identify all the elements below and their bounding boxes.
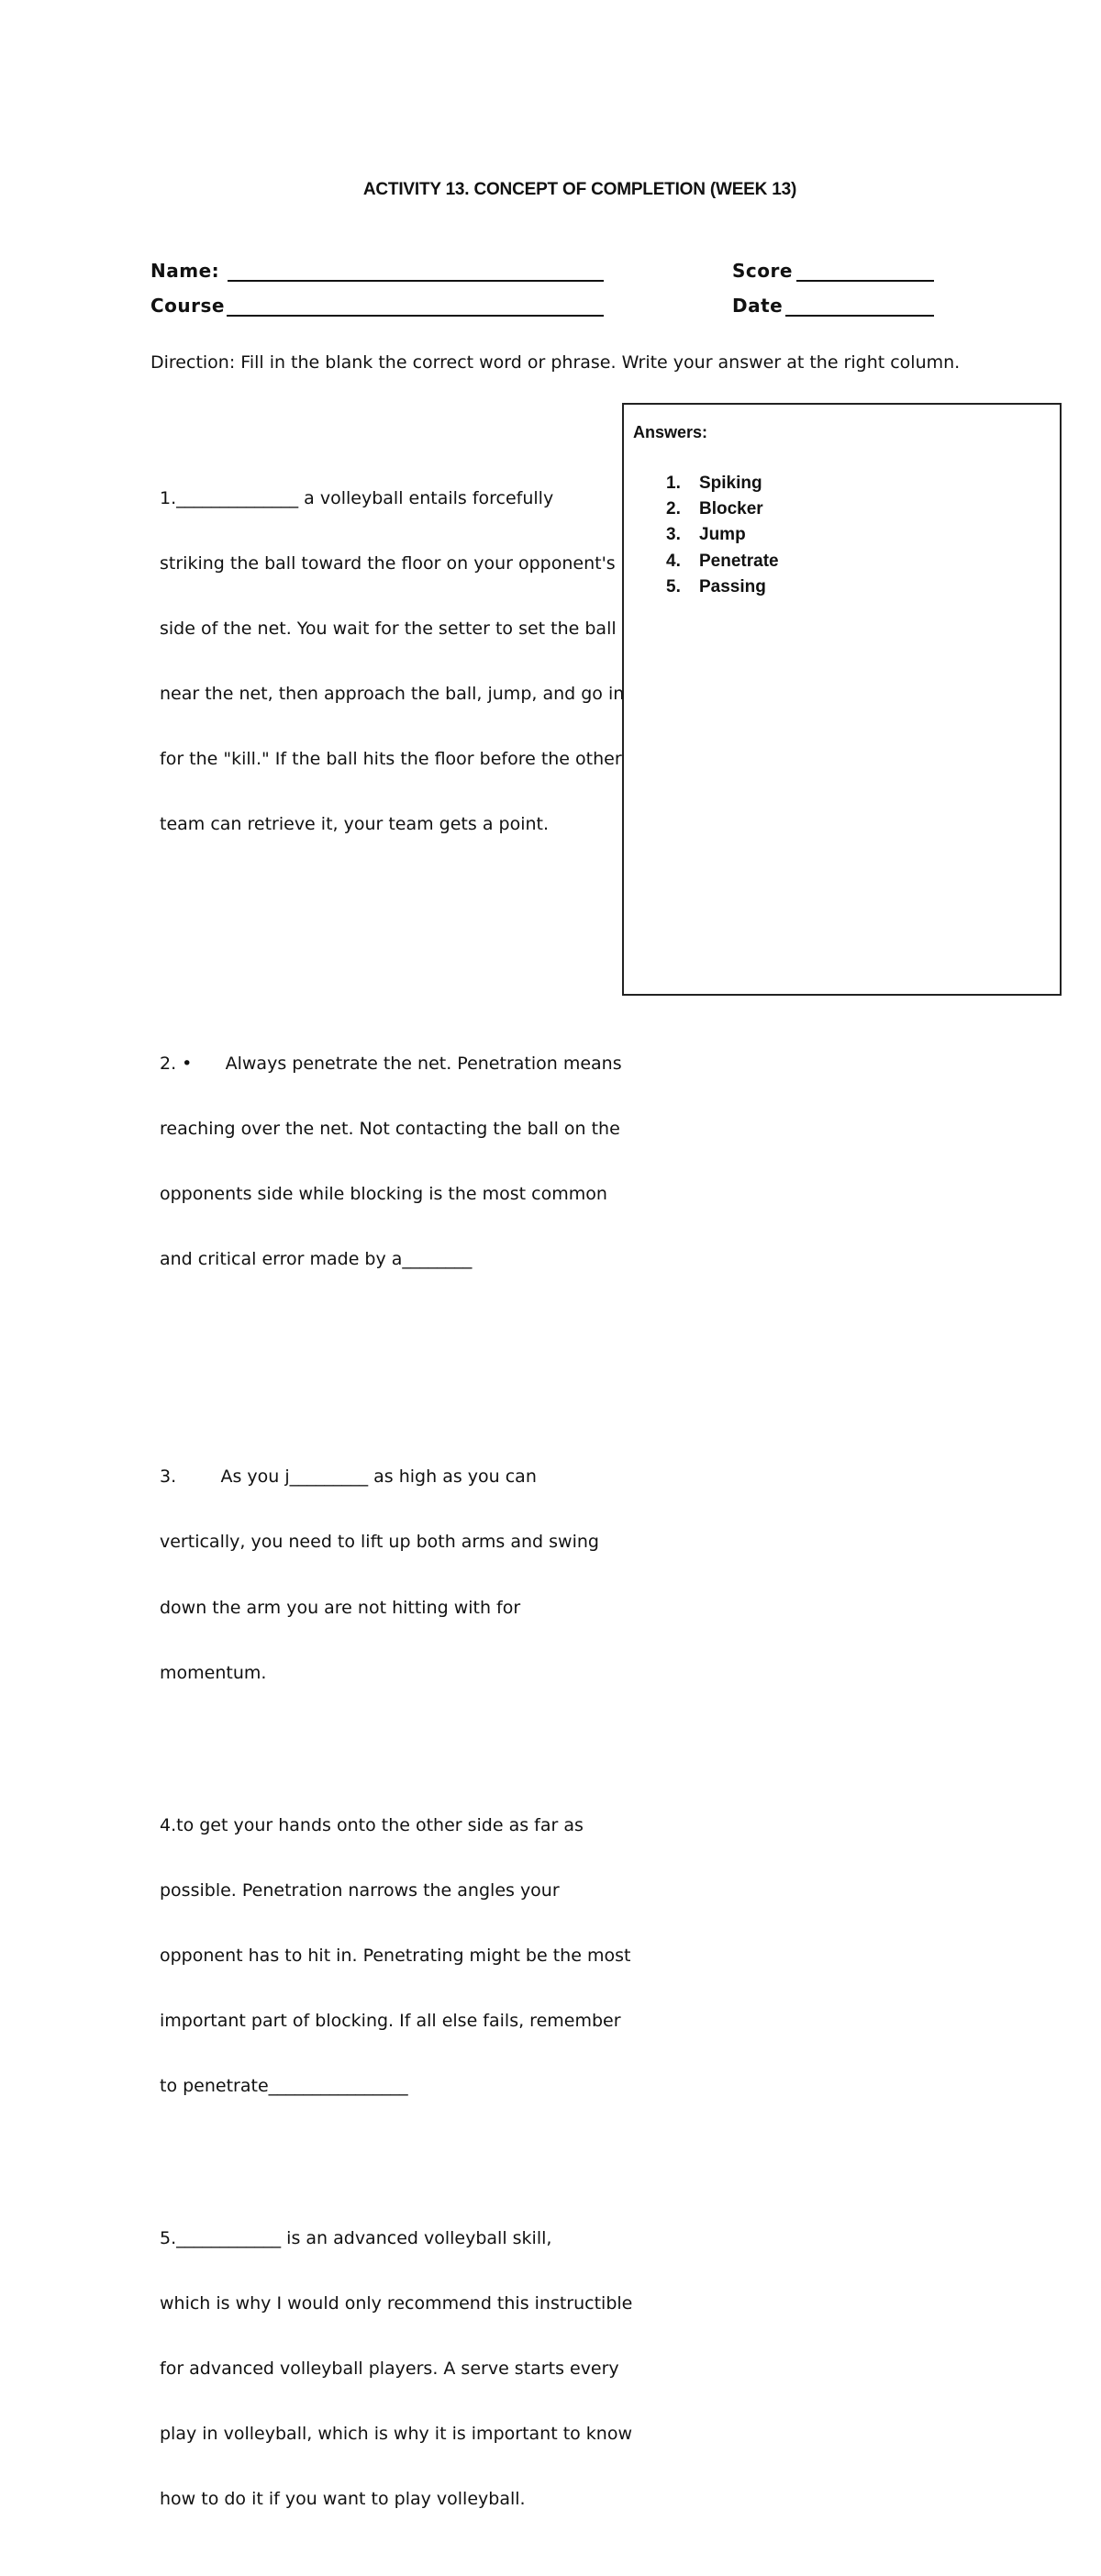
course-field[interactable] <box>227 315 604 317</box>
question-line: 4.to get your hands onto the other side as far as <box>160 1814 584 1835</box>
name-label: Name: <box>150 260 220 282</box>
question-line: 3. As you j_________ as high as you can <box>160 1466 537 1488</box>
question-line: which is why I would only recommend this instructible <box>160 2293 633 2314</box>
question-3 <box>160 1423 687 1728</box>
answer-item <box>666 522 779 548</box>
question-line: possible. Penetration narrows the angles your <box>160 1879 560 1901</box>
page-title: ACTIVITY 13. CONCEPT OF COMPLETION (WEEK 13) <box>362 180 797 199</box>
question-line: side of the net. You wait for the setter to set the ball <box>160 619 617 640</box>
questions-section <box>160 401 687 2576</box>
answer-item <box>666 549 779 574</box>
question-line: striking the ball toward the floor on your opponent's <box>160 552 616 574</box>
directions-text: Direction: Fill in the blank the correct word or phrase. Write your answer at the right column. <box>150 352 961 373</box>
question-line: for advanced volleyball players. A serve starts every <box>160 2359 619 2380</box>
question-line: opponents side while blocking is the most common <box>160 1183 607 1204</box>
question-line: important part of blocking. If all else fails, remember <box>160 2010 621 2031</box>
question-line: 1.______________ a volleyball entails forcefully <box>160 487 554 508</box>
question-line: 2. • Always penetrate the net. Penetration means <box>160 1053 622 1074</box>
question-line: for the "kill." If the ball hits the floor before the other <box>160 749 622 770</box>
question-line: and critical error made by a________ <box>160 1249 473 1270</box>
answer-number: 5. <box>666 576 681 597</box>
question-2 <box>160 1009 687 1314</box>
question-5 <box>160 2185 687 2555</box>
answers-heading: Answers: <box>633 423 708 441</box>
date-label: Date <box>732 295 784 317</box>
answer-number: 3. <box>666 525 681 545</box>
question-line: play in volleyball, which is why it is important to know <box>160 2424 633 2445</box>
score-label: Score <box>732 260 793 282</box>
question-line: team can retrieve it, your team gets a point. <box>160 814 550 835</box>
date-field[interactable] <box>785 315 934 317</box>
answer-text: Passing <box>699 576 766 597</box>
question-line: near the net, then approach the ball, jump, and go in <box>160 684 625 705</box>
answer-item <box>666 496 779 522</box>
answer-text: Penetrate <box>699 551 779 571</box>
answer-text: Blocker <box>699 499 763 519</box>
question-1 <box>160 444 687 879</box>
question-line: 5.____________ is an advanced volleyball skill, <box>160 2227 552 2248</box>
course-label: Course <box>150 295 225 317</box>
question-line: opponent has to hit in. Penetrating might be the most <box>160 1945 631 1966</box>
answer-text: Jump <box>699 525 746 545</box>
answer-number: 4. <box>666 551 681 571</box>
answers-list <box>666 471 779 600</box>
answer-number: 2. <box>666 499 681 519</box>
answer-number: 1. <box>666 474 681 493</box>
name-field[interactable] <box>228 280 604 282</box>
question-line: reaching over the net. Not contacting the ball on the <box>160 1118 620 1139</box>
answer-text: Spiking <box>699 474 762 493</box>
score-field[interactable] <box>796 280 934 282</box>
question-line: vertically, you need to lift up both arms and swing <box>160 1532 599 1553</box>
question-line: how to do it if you want to play volleyball. <box>160 2489 526 2510</box>
answer-item <box>666 471 779 496</box>
question-line: down the arm you are not hitting with for <box>160 1597 521 1618</box>
question-4 <box>160 1771 687 2141</box>
answer-item <box>666 574 779 600</box>
question-line: to penetrate________________ <box>160 2076 408 2097</box>
question-line: momentum. <box>160 1662 267 1683</box>
